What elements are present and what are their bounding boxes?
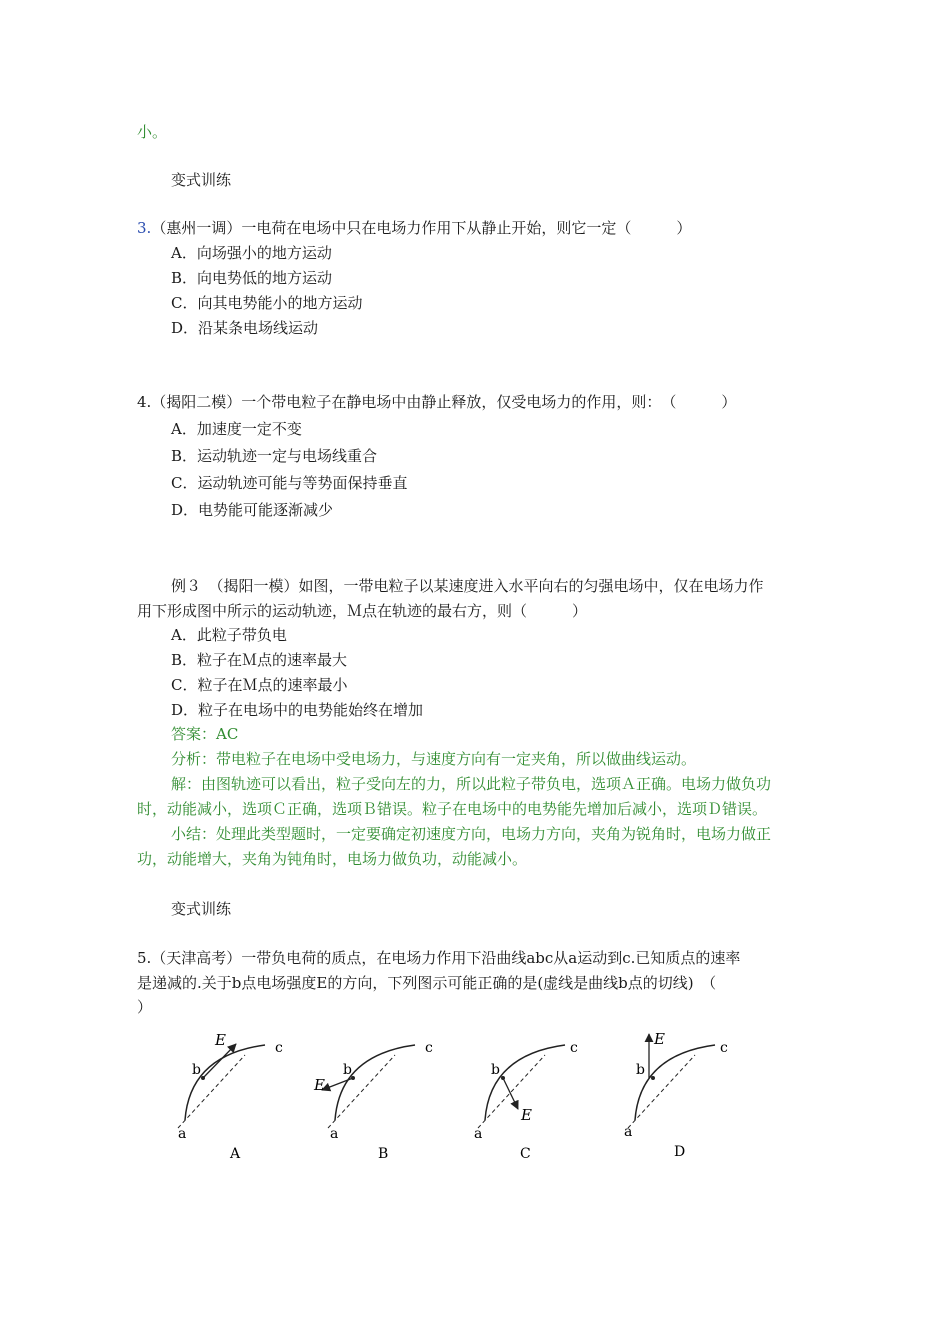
point-b-label: b xyxy=(491,1062,500,1078)
point-b-marker xyxy=(651,1076,655,1080)
example-3-summary-line-2: 功，动能增大，夹角为钝角时，电场力做负功，动能减小。 xyxy=(137,850,528,868)
practice-heading: 变式训练 xyxy=(171,171,232,189)
point-c-label: c xyxy=(275,1040,283,1056)
field-label: E xyxy=(314,1076,325,1094)
point-a-label: a xyxy=(330,1126,339,1142)
point-c-label: c xyxy=(720,1040,728,1056)
question-3-option-b: B．向电势低的地方运动 xyxy=(171,269,333,287)
question-5-stem-line-2: 是递减的.关于b点电场强度E的方向，下列图示可能正确的是(虚线是曲线b点的切线) （ xyxy=(137,974,717,992)
question-3-number: 3. xyxy=(137,219,152,237)
point-a-label: a xyxy=(178,1126,187,1142)
panel-label-c: C xyxy=(520,1146,531,1162)
trajectory-curve xyxy=(335,1045,415,1120)
figure-panel-b xyxy=(313,1040,433,1162)
example-3-option-a: A．此粒子带负电 xyxy=(171,626,287,644)
example-3-option-c: C．粒子在Ｍ点的速率最小 xyxy=(171,676,348,694)
point-b-label: b xyxy=(636,1062,645,1078)
example-3-solution-line-2: 时，动能减小，选项Ｃ正确，选项Ｂ错误。粒子在电场中的电势能先增加后减小，选项Ｄ错误。 xyxy=(137,800,768,818)
point-a-label: a xyxy=(474,1126,483,1142)
field-label: E xyxy=(654,1030,665,1048)
question-3-option-c: C．向其电势能小的地方运动 xyxy=(171,294,363,312)
example-3-answer: 答案：AC xyxy=(171,725,239,743)
example-3-option-b: B．粒子在Ｍ点的速率最大 xyxy=(171,651,348,669)
question-3-stem xyxy=(137,218,691,238)
continued-text: 小。 xyxy=(137,123,168,141)
figure-panel-a xyxy=(178,1031,283,1162)
example-3-option-d: D．粒子在电场中的电势能始终在增加 xyxy=(171,701,424,719)
question-3-text: （惠州一调）一电荷在电场中只在电场力作用下从静止开始，则它一定（ ） xyxy=(151,219,692,237)
example-3-analysis: 分析：带电粒子在电场中受电场力，与速度方向有一定夹角，所以做曲线运动。 xyxy=(171,750,697,768)
point-c-label: c xyxy=(425,1040,433,1056)
question-3-option-a: A．向场强小的地方运动 xyxy=(171,244,332,262)
example-3-stem-line-1: 例３ （揭阳一模）如图，一带电粒子以某速度进入水平向右的匀强电场中，仅在电场力作 xyxy=(171,577,764,595)
field-arrow xyxy=(322,1078,353,1090)
field-arrow xyxy=(203,1044,236,1078)
trajectory-curve xyxy=(635,1045,715,1120)
figure-panel-c xyxy=(474,1040,578,1162)
panel-label-b: B xyxy=(378,1146,389,1162)
practice-heading: 变式训练 xyxy=(171,900,232,918)
panel-label-d: D xyxy=(674,1144,686,1160)
question-4-option-d: D．电势能可能逐渐减少 xyxy=(171,501,334,519)
point-b-label: b xyxy=(192,1062,201,1078)
question-3-option-d: D．沿某条电场线运动 xyxy=(171,319,319,337)
question-4-option-c: C．运动轨迹可能与等势面保持垂直 xyxy=(171,474,408,492)
point-b-label: b xyxy=(343,1062,352,1078)
question-4-option-b: B．运动轨迹一定与电场线重合 xyxy=(171,447,378,465)
question-5-stem-line-1: 5.（天津高考）一带负电荷的质点，在电场力作用下沿曲线abc从a运动到c.已知质点的速率 xyxy=(137,949,741,967)
point-a-label: a xyxy=(624,1124,633,1140)
example-3-solution-line-1: 解：由图轨迹可以看出，粒子受向左的力，所以此粒子带负电，选项Ａ正确。电场力做负功 xyxy=(171,775,772,793)
field-label: E xyxy=(521,1106,532,1124)
field-arrow xyxy=(503,1078,518,1109)
field-label: E xyxy=(215,1031,226,1049)
figure-panel-d xyxy=(624,1030,728,1160)
example-3-summary-line-1: 小结：处理此类型题时，一定要确定初速度方向，电场力方向，夹角为锐角时，电场力做正 xyxy=(171,825,772,843)
question-5-figure xyxy=(160,1010,780,1170)
question-5-stem-line-3: ） xyxy=(137,998,153,1016)
panel-label-a: A xyxy=(230,1146,241,1162)
example-3-stem-line-2: 用下形成图中所示的运动轨迹，Ｍ点在轨迹的最右方，则（ ） xyxy=(137,602,588,620)
question-4-option-a: A．加速度一定不变 xyxy=(171,420,302,438)
question-4-stem: 4.（揭阳二模）一个带电粒子在静电场中由静止释放，仅受电场力的作用，则： （ ） xyxy=(137,393,737,411)
point-c-label: c xyxy=(570,1040,578,1056)
